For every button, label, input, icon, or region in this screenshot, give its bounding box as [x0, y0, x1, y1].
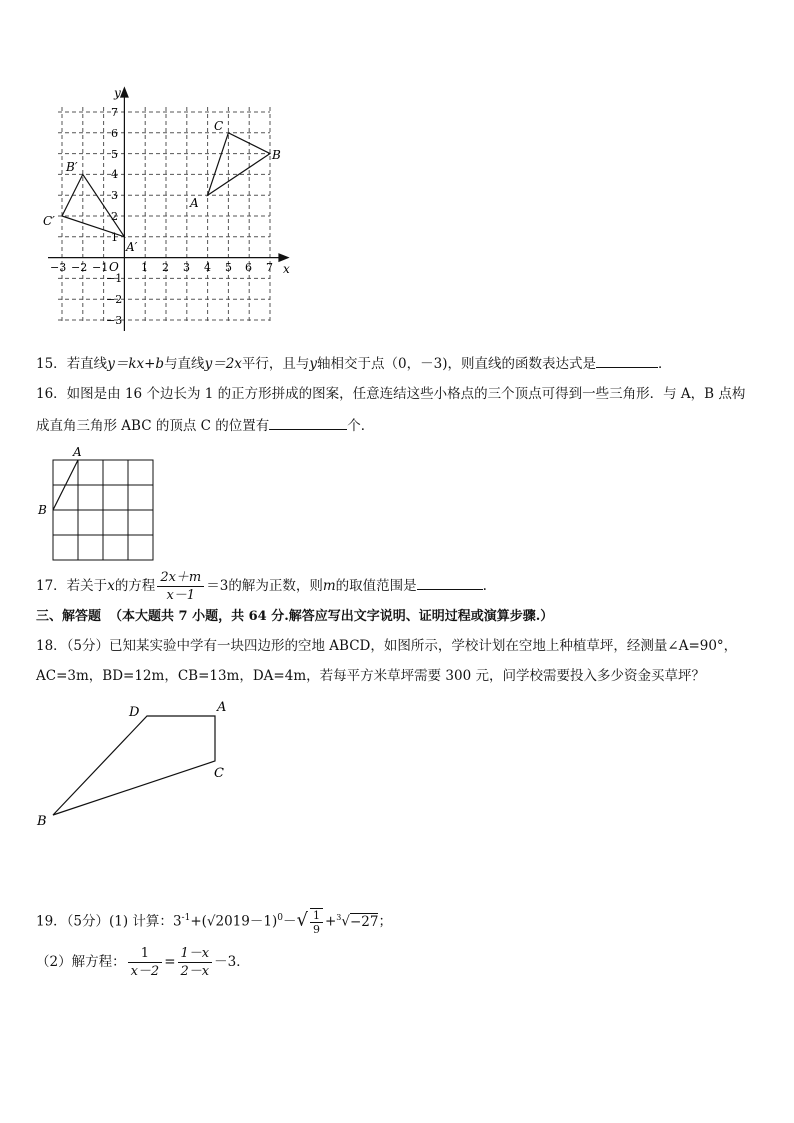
q19-lhs-num: 1: [128, 945, 163, 963]
q19-eq: =: [164, 954, 176, 970]
question-17: [36, 567, 487, 605]
q19-text: 19．（5分）(1) 计算：: [36, 913, 173, 930]
q19-exponent: 0: [277, 913, 283, 923]
x-tick: 6: [245, 261, 252, 274]
question-18-line2: AC=3m，BD=12m，CB=13m，DA=4m，若每平方米草坪需要 300 元，问学校需要投入多少资金买草坪？: [36, 668, 705, 684]
label-b: B: [37, 814, 47, 829]
sqrt-sign: √: [296, 909, 308, 931]
q15-math: y＝kx+b: [107, 356, 165, 372]
y-tick: −3: [106, 314, 123, 327]
q17-numerator: 2x＋m: [157, 569, 204, 587]
cuberoot-index: 3: [336, 913, 342, 922]
q19-lhs-den: x－2: [130, 964, 160, 979]
q19-exponent: -1: [181, 913, 191, 923]
q15-math: y: [309, 356, 318, 372]
q19-sqrt-fraction: [310, 908, 323, 936]
q19-math: 3: [172, 913, 182, 930]
x-tick: −3: [50, 261, 67, 274]
label-b: B: [38, 503, 47, 517]
label-d: D: [129, 705, 140, 720]
y-tick: 3: [111, 189, 118, 202]
triangle-a1b1c1: [62, 174, 124, 236]
q15-math: y＝2x: [204, 356, 242, 372]
q19-cuberoot: −27: [349, 913, 379, 930]
q17-var-x: x: [107, 578, 115, 594]
q15-text: 平行，且与: [241, 356, 310, 372]
question-18-line1: 18．（5分）已知某实验中学有一块四边形的空地 ABCD，如图所示，学校计划在空地上种植草坪，经测量∠A=90°，: [36, 638, 738, 654]
label-a: A: [190, 196, 199, 210]
q19-math: +(√2019－1): [190, 913, 278, 930]
sqrt-sign: √: [341, 913, 350, 930]
x-tick: 3: [183, 261, 190, 274]
x-tick: −2: [71, 261, 88, 274]
quadrilateral-figure-18: [34, 697, 234, 832]
x-tick: 5: [225, 261, 232, 274]
question-19-part1: [36, 900, 392, 940]
coordinate-graph: [36, 85, 306, 335]
x-tick: 2: [162, 261, 169, 274]
grid-figure-16: [34, 444, 159, 564]
q19-sqrt-den: 9: [312, 923, 320, 936]
q17-text: 17．若关于: [36, 578, 108, 594]
point-labels: [43, 119, 281, 254]
y-tick: 5: [111, 148, 118, 161]
q19-lhs-fraction: [128, 945, 163, 980]
q19-text: （2）解方程：: [36, 954, 126, 970]
x-axis-label: x: [283, 262, 290, 276]
q15-text: ．: [658, 356, 672, 372]
q15-answer-blank[interactable]: [596, 353, 658, 368]
question-16-line1: 16．如图是由 16 个边长为 1 的正方形拼成的图案，任意连结这些小格点的三个顶点可得到一些三角形．与 A，B 点构: [36, 386, 746, 402]
q19-text: －3．: [214, 954, 250, 970]
section-3-header: [36, 607, 553, 627]
q19-text: ；: [378, 913, 392, 930]
y-tick: 1: [111, 231, 118, 244]
label-a-prime: A′: [126, 240, 138, 254]
label-c: C: [214, 119, 224, 133]
label-b-prime: B′: [66, 160, 78, 174]
q17-text: 的取值范围是: [335, 578, 417, 594]
label-a: A: [73, 445, 82, 459]
q19-rhs-num: 1－x: [178, 945, 213, 963]
q17-text: 的方程: [114, 578, 156, 594]
q17-denominator: x－1: [166, 588, 196, 603]
x-tick-labels: [50, 261, 273, 274]
y-axis-label: y: [114, 86, 121, 100]
quadrilateral-abcd: [53, 716, 215, 815]
q15-text: 若直线: [66, 356, 108, 372]
section-note: （本大题共 7 小题，共 64 分.解答应写出文字说明、证明过程或演算步骤.）: [109, 609, 554, 624]
q17-answer-blank[interactable]: [417, 575, 483, 590]
q19-math: +: [324, 913, 337, 930]
question-15: [36, 353, 672, 374]
x-tick: 7: [266, 261, 273, 274]
q19-rhs-den: 2－x: [180, 964, 210, 979]
label-b: B: [272, 148, 281, 162]
label-c: C: [214, 766, 224, 781]
q15-text: 轴相交于点（0，－3)，则直线的函数表达式是: [317, 356, 596, 372]
q19-math: －: [282, 913, 297, 930]
x-tick: 1: [141, 261, 148, 274]
question-16-line2: [36, 415, 374, 436]
x-tick: −1: [92, 261, 109, 274]
q15-number: 15．: [36, 356, 67, 372]
y-tick: −1: [106, 272, 123, 285]
q15-text: 与直线: [164, 356, 205, 372]
label-c-prime: C′: [43, 214, 55, 228]
q16-text: 成直角三角形 ABC 的顶点 C 的位置有: [36, 418, 270, 434]
y-tick: −2: [106, 293, 123, 306]
triangle-abc: [208, 133, 270, 195]
q16-text: 个．: [347, 418, 375, 434]
question-19-part2: [36, 942, 250, 982]
axes: [48, 88, 288, 331]
q16-answer-blank[interactable]: [269, 415, 347, 430]
x-tick: 4: [204, 261, 211, 274]
q17-fraction: [157, 569, 204, 604]
section-title: 三、解答题: [36, 609, 102, 624]
origin-label: O: [109, 260, 119, 274]
q19-sqrt-num: 1: [310, 909, 323, 923]
grid-lines: [58, 107, 270, 322]
y-tick: 7: [111, 106, 118, 119]
label-a: A: [217, 700, 227, 715]
y-tick: 6: [111, 127, 118, 140]
q17-text: ＝3的解为正数，则: [206, 578, 323, 594]
q19-rhs-fraction: [178, 945, 213, 980]
q17-var-m: m: [322, 578, 336, 594]
y-tick: 2: [111, 210, 118, 223]
y-tick: 4: [111, 168, 118, 181]
q17-text: .: [482, 578, 487, 594]
grid-4x4: [53, 460, 153, 560]
